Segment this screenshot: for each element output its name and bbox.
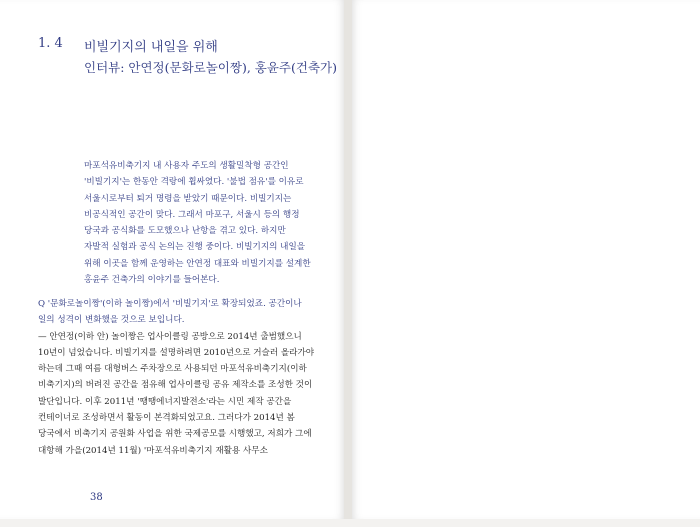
text-line: Q '문화로놀이짱'(이하 놀이짱)에서 '비빌기지'로 확장되었죠. 공간이나 [38, 299, 302, 309]
text-line: 서울시로부터 퇴거 명령을 받았기 때문이다. 비빌기지는 [84, 193, 292, 204]
text-line: 비공식적인 공간이 맞다. 그래서 마포구, 서울시 등의 행정 [84, 209, 300, 220]
text-line: 일의 성격이 변화했을 것으로 보입니다. [38, 315, 185, 326]
book-gutter [344, 0, 352, 519]
text-line: 대항해 가을(2014년 11월) '마포석유비축기지 재활용 사무소 [38, 445, 268, 456]
left-body-text [38, 296, 326, 459]
text-line: 당국과 공식화를 도모했으나 난항을 겪고 있다. 하지만 [84, 226, 286, 237]
section-title: 비빌기지의 내일을 위해 [84, 40, 218, 55]
text-line: 하는데 그때 여름 대형버스 주차장으로 사용되던 마포석유비축기지(이하 [38, 364, 307, 375]
text-line: 당국에서 비축기지 공원화 사업을 위한 국제공모를 시행했고, 저희가 그에 [38, 429, 312, 440]
text-line: 위해 이곳을 함께 운영하는 안연정 대표와 비빌기지를 설계한 [84, 258, 311, 269]
text-line: 마포석유비축기지 내 사용자 주도의 생활밀착형 공간인 [84, 161, 289, 171]
text-line: 10년이 넘었습니다. 비빌기지를 설명하려면 2010년으로 거슬러 올라가야 [38, 347, 315, 358]
right-page [352, 0, 700, 519]
section-number: 1. 4 [38, 36, 63, 51]
text-line: 발단입니다. 이후 2011년 '땡땡에너지발전소'라는 시민 제작 공간을 [38, 396, 292, 407]
intro-paragraph [84, 158, 324, 288]
text-line: — 안연정(이하 안) 놀이짱은 업사이클링 공방으로 2014년 출범했으니 [38, 331, 302, 342]
text-line: 컨테이너로 조성하면서 활동이 본격화되었고요. 그러다가 2014년 봄 [38, 413, 295, 424]
text-line: 자발적 실험과 공식 논의는 진행 중이다. 비빌기지의 내일을 [84, 242, 306, 253]
page-number-left: 38 [90, 492, 103, 503]
left-page [0, 0, 344, 519]
text-line: '비빌기지'는 한동안 격랑에 휩싸였다. '불법 점유'를 이유로 [84, 177, 304, 188]
text-line: 비축기지)의 버려진 공간을 점유해 업사이클링 공유 제작소를 조성한 것이 [38, 380, 313, 391]
interview-title: 인터뷰: 안연정(문화로놀이짱), 홍윤주(건축가) [84, 60, 337, 75]
text-line: 홍윤주 건축가의 이야기를 들어본다. [84, 275, 220, 286]
